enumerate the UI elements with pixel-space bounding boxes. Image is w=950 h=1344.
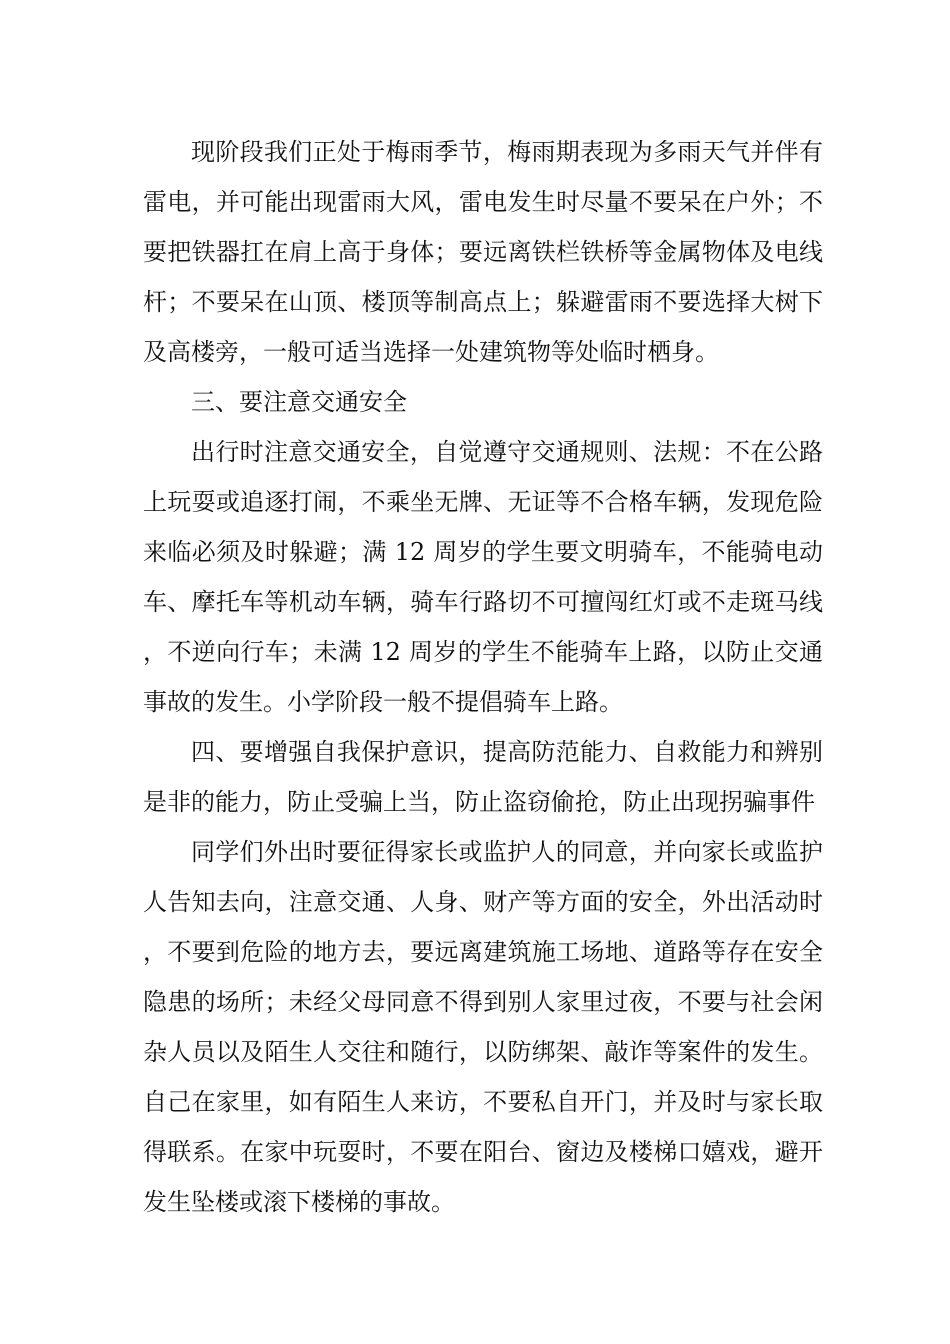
heading-self-protection: 四、要增强自我保护意识，提高防范能力、自救能力和辨别是非的能力，防止受骗上当，防止盗窃偷抢，防止出现拐骗事件 (143, 738, 823, 816)
heading-traffic-safety: 三、要注意交通安全 (191, 388, 407, 416)
paragraph-traffic-safety: 出行时注意交通安全，自觉遵守交通规则、法规：不在公路上玩耍或追逐打闹，不乘坐无牌、无证等不合格车辆，发现危险来临必须及时躲避；满 12 周岁的学生要文明骑车，不能骑电动车、摩托车等机动车辆，骑车行路切不可擅闯红灯或不走斑马线，不逆向行车；未满 12 周岁的学生不能骑车上路，以防止交通事故的发生。小学阶段一般不提倡骑车上路。 (143, 438, 823, 716)
paragraph-going-out-safety: 同学们外出时要征得家长或监护人的同意，并向家长或监护人告知去向，注意交通、人身、财产等方面的安全，外出活动时，不要到危险的地方去，要远离建筑施工场地、道路等存在安全隐患的场所；未经父母同意不得到别人家里过夜，不要与社会闲杂人员以及陌生人交往和随行，以防绑架、敲诈等案件的发生。自己在家里，如有陌生人来访，不要私自开门，并及时与家长取得联系。在家中玩耍时，不要在阳台、窗边及楼梯口嬉戏，避开发生坠楼或滚下楼梯的事故。 (143, 838, 823, 1216)
document-body (143, 127, 823, 1227)
paragraph-thunderstorm-safety: 现阶段我们正处于梅雨季节，梅雨期表现为多雨天气并伴有雷电，并可能出现雷雨大风，雷电发生时尽量不要呆在户外；不要把铁器扛在肩上高于身体；要远离铁栏铁桥等金属物体及电线杆；不要呆在山顶、楼顶等制高点上；躲避雷雨不要选择大树下及高楼旁，一般可适当选择一处建筑物等处临时栖身。 (143, 138, 823, 366)
